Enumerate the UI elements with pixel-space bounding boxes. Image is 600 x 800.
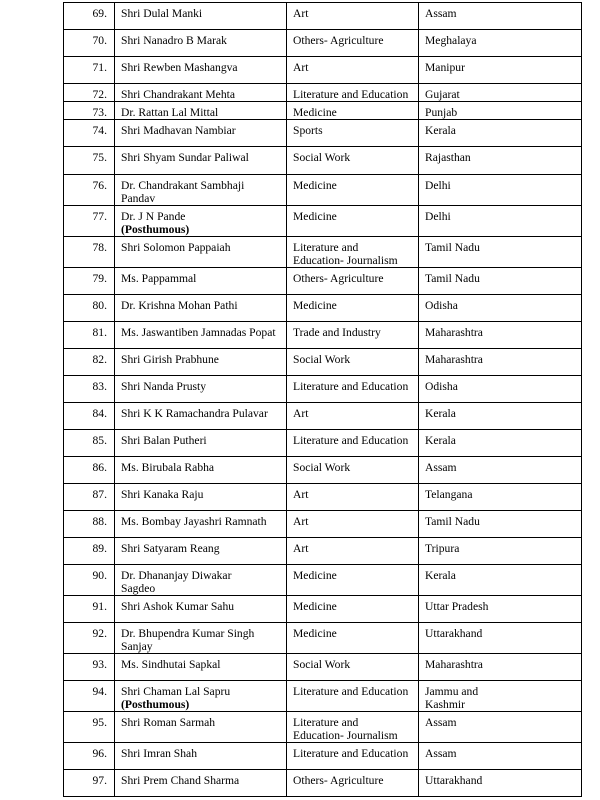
state-line: Punjab bbox=[425, 106, 458, 119]
state-cell bbox=[419, 712, 582, 743]
field-cell bbox=[287, 596, 419, 623]
awardee-name-cell bbox=[115, 206, 287, 237]
field-line: Social Work bbox=[293, 658, 351, 671]
field-cell bbox=[287, 268, 419, 295]
state-cell bbox=[419, 206, 582, 237]
table-row bbox=[64, 349, 582, 376]
awardee-name-cell bbox=[115, 511, 287, 538]
awardee-name-line: Ms. Sindhutai Sapkal bbox=[121, 658, 221, 671]
state-line: Tamil Nadu bbox=[425, 272, 480, 285]
field-cell bbox=[287, 681, 419, 712]
awardee-name-cell bbox=[115, 565, 287, 596]
state-cell bbox=[419, 295, 582, 322]
awardee-name-line: Dr. Dhananjay Diwakar bbox=[121, 569, 232, 582]
field-line: Art bbox=[293, 542, 309, 555]
awardee-name-cell bbox=[115, 681, 287, 712]
awardee-name-cell bbox=[115, 84, 287, 102]
state-cell bbox=[419, 376, 582, 403]
field-cell bbox=[287, 57, 419, 84]
serial-number-cell: 85. bbox=[64, 430, 115, 457]
awardee-name-cell bbox=[115, 484, 287, 511]
awardee-name-cell bbox=[115, 770, 287, 797]
awardee-name-cell bbox=[115, 403, 287, 430]
state-line: Uttarakhand bbox=[425, 774, 483, 787]
serial-number-cell: 78. bbox=[64, 237, 115, 268]
state-cell bbox=[419, 147, 582, 175]
awardee-name-line: Ms. Pappammal bbox=[121, 272, 197, 285]
state-line: Assam bbox=[425, 716, 457, 729]
state-line: Delhi bbox=[425, 179, 451, 192]
awardee-name-line: Shri Nanadro B Marak bbox=[121, 34, 227, 47]
field-line: Literature and bbox=[293, 241, 359, 254]
field-cell bbox=[287, 322, 419, 349]
serial-number-cell: 92. bbox=[64, 623, 115, 654]
serial-number-cell: 83. bbox=[64, 376, 115, 403]
state-cell bbox=[419, 511, 582, 538]
awardee-name-cell bbox=[115, 57, 287, 84]
awards-table-body bbox=[64, 3, 582, 797]
state-cell bbox=[419, 484, 582, 511]
state-line: Kerala bbox=[425, 124, 456, 137]
state-cell bbox=[419, 349, 582, 376]
awardee-name-line: Dr. Bhupendra Kumar Singh bbox=[121, 627, 255, 640]
table-row bbox=[64, 147, 582, 175]
field-cell bbox=[287, 376, 419, 403]
field-cell bbox=[287, 175, 419, 206]
serial-number-cell: 75. bbox=[64, 147, 115, 175]
field-cell bbox=[287, 565, 419, 596]
field-line: Social Work bbox=[293, 151, 351, 164]
serial-number-cell: 89. bbox=[64, 538, 115, 565]
awardee-name-line: Dr. Krishna Mohan Pathi bbox=[121, 299, 238, 312]
awardee-name-line: Dr. J N Pande bbox=[121, 210, 186, 223]
awardee-name-line: Ms. Jaswantiben Jamnadas Popat bbox=[121, 326, 276, 339]
state-line: Kerala bbox=[425, 407, 456, 420]
field-line: Social Work bbox=[293, 353, 351, 366]
state-line: Uttarakhand bbox=[425, 627, 483, 640]
serial-number-cell: 72. bbox=[64, 84, 115, 102]
awardee-name-cell bbox=[115, 376, 287, 403]
awardee-name-cell bbox=[115, 268, 287, 295]
awardee-name-line: Shri Balan Putheri bbox=[121, 434, 207, 447]
awardee-name-line: Dr. Rattan Lal Mittal bbox=[121, 106, 219, 119]
field-cell bbox=[287, 120, 419, 147]
field-line: Literature and Education bbox=[293, 434, 409, 447]
table-row bbox=[64, 511, 582, 538]
table-row bbox=[64, 322, 582, 349]
state-line: Meghalaya bbox=[425, 34, 477, 47]
state-line: Assam bbox=[425, 747, 457, 760]
field-line: Education- Journalism bbox=[293, 254, 398, 267]
state-line: Gujarat bbox=[425, 88, 460, 101]
awardee-name-line: Shri Madhavan Nambiar bbox=[121, 124, 236, 137]
field-line: Literature and Education bbox=[293, 380, 409, 393]
awardee-name-cell bbox=[115, 538, 287, 565]
state-line: Maharashtra bbox=[425, 353, 483, 366]
field-cell bbox=[287, 712, 419, 743]
awardee-name-cell bbox=[115, 457, 287, 484]
field-cell bbox=[287, 206, 419, 237]
awardee-name-line: Shri Dulal Manki bbox=[121, 7, 203, 20]
awardee-name-line: Ms. Birubala Rabha bbox=[121, 461, 215, 474]
table-row bbox=[64, 268, 582, 295]
state-cell bbox=[419, 175, 582, 206]
state-cell bbox=[419, 322, 582, 349]
field-line: Education- Journalism bbox=[293, 729, 398, 742]
serial-number-cell: 74. bbox=[64, 120, 115, 147]
awardee-name-cell bbox=[115, 349, 287, 376]
table-row bbox=[64, 623, 582, 654]
serial-number-cell: 91. bbox=[64, 596, 115, 623]
posthumous-label: (Posthumous) bbox=[121, 223, 190, 236]
state-cell bbox=[419, 538, 582, 565]
field-line: Medicine bbox=[293, 569, 337, 582]
field-cell bbox=[287, 430, 419, 457]
awardee-name-cell bbox=[115, 295, 287, 322]
serial-number-cell: 88. bbox=[64, 511, 115, 538]
awardee-name-cell bbox=[115, 147, 287, 175]
awardee-name-cell bbox=[115, 712, 287, 743]
awardee-name-line: Shri Girish Prabhune bbox=[121, 353, 219, 366]
awardee-name-line: Ms. Bombay Jayashri Ramnath bbox=[121, 515, 267, 528]
table-row bbox=[64, 57, 582, 84]
serial-number-cell: 95. bbox=[64, 712, 115, 743]
field-line: Medicine bbox=[293, 179, 337, 192]
field-cell bbox=[287, 295, 419, 322]
awardee-name-line: Pandav bbox=[121, 192, 156, 205]
table-row bbox=[64, 206, 582, 237]
state-line: Uttar Pradesh bbox=[425, 600, 489, 613]
state-line: Tamil Nadu bbox=[425, 515, 480, 528]
table-row bbox=[64, 403, 582, 430]
field-cell bbox=[287, 102, 419, 120]
awardee-name-cell bbox=[115, 743, 287, 770]
field-cell bbox=[287, 30, 419, 57]
posthumous-label: (Posthumous) bbox=[121, 698, 190, 711]
state-line: Delhi bbox=[425, 210, 451, 223]
awardee-name-line: Dr. Chandrakant Sambhaji bbox=[121, 179, 245, 192]
state-cell bbox=[419, 681, 582, 712]
state-line: Manipur bbox=[425, 61, 465, 74]
field-cell bbox=[287, 538, 419, 565]
table-row bbox=[64, 376, 582, 403]
field-cell bbox=[287, 511, 419, 538]
table-row bbox=[64, 538, 582, 565]
serial-number-cell: 84. bbox=[64, 403, 115, 430]
state-cell bbox=[419, 565, 582, 596]
field-cell bbox=[287, 3, 419, 30]
table-row bbox=[64, 120, 582, 147]
state-line: Tamil Nadu bbox=[425, 241, 480, 254]
state-cell bbox=[419, 743, 582, 770]
table-row bbox=[64, 3, 582, 30]
field-line: Literature and Education bbox=[293, 685, 409, 698]
serial-number-cell: 93. bbox=[64, 654, 115, 681]
field-cell bbox=[287, 654, 419, 681]
state-line: Odisha bbox=[425, 299, 458, 312]
field-cell bbox=[287, 403, 419, 430]
awardee-name-line: Sanjay bbox=[121, 640, 153, 653]
awardee-name-line: Shri Satyaram Reang bbox=[121, 542, 220, 555]
awardee-name-line: Shri Nanda Prusty bbox=[121, 380, 207, 393]
table-row bbox=[64, 743, 582, 770]
table-row bbox=[64, 681, 582, 712]
table-row bbox=[64, 30, 582, 57]
field-cell bbox=[287, 84, 419, 102]
state-line: Odisha bbox=[425, 380, 458, 393]
state-cell bbox=[419, 120, 582, 147]
field-line: Medicine bbox=[293, 600, 337, 613]
state-cell bbox=[419, 403, 582, 430]
state-cell bbox=[419, 623, 582, 654]
state-line: Kerala bbox=[425, 434, 456, 447]
awardee-name-cell bbox=[115, 120, 287, 147]
table-row bbox=[64, 430, 582, 457]
awardee-name-line: Shri Kanaka Raju bbox=[121, 488, 204, 501]
field-line: Others- Agriculture bbox=[293, 774, 384, 787]
serial-number-cell: 76. bbox=[64, 175, 115, 206]
state-cell bbox=[419, 102, 582, 120]
state-cell bbox=[419, 430, 582, 457]
field-line: Social Work bbox=[293, 461, 351, 474]
serial-number-cell: 86. bbox=[64, 457, 115, 484]
serial-number-cell: 81. bbox=[64, 322, 115, 349]
state-cell bbox=[419, 237, 582, 268]
awardee-name-cell bbox=[115, 30, 287, 57]
field-line: Medicine bbox=[293, 299, 337, 312]
awardee-name-cell bbox=[115, 102, 287, 120]
state-cell bbox=[419, 596, 582, 623]
state-line: Jammu and bbox=[425, 685, 479, 698]
table-row bbox=[64, 175, 582, 206]
state-cell bbox=[419, 30, 582, 57]
state-cell bbox=[419, 3, 582, 30]
state-line: Tripura bbox=[425, 542, 460, 555]
serial-number-cell: 87. bbox=[64, 484, 115, 511]
state-cell bbox=[419, 268, 582, 295]
field-cell bbox=[287, 623, 419, 654]
field-line: Art bbox=[293, 515, 309, 528]
field-cell bbox=[287, 484, 419, 511]
table-row bbox=[64, 102, 582, 120]
table-row bbox=[64, 237, 582, 268]
serial-number-cell: 90. bbox=[64, 565, 115, 596]
serial-number-cell: 69. bbox=[64, 3, 115, 30]
state-line: Kerala bbox=[425, 569, 456, 582]
awardee-name-cell bbox=[115, 654, 287, 681]
field-line: Art bbox=[293, 7, 309, 20]
state-line: Kashmir bbox=[425, 698, 465, 711]
table-row bbox=[64, 457, 582, 484]
table-row bbox=[64, 712, 582, 743]
field-line: Medicine bbox=[293, 210, 337, 223]
field-cell bbox=[287, 770, 419, 797]
serial-number-cell: 97. bbox=[64, 770, 115, 797]
state-cell bbox=[419, 84, 582, 102]
awardee-name-cell bbox=[115, 3, 287, 30]
awards-table bbox=[63, 2, 582, 797]
field-cell bbox=[287, 147, 419, 175]
serial-number-cell: 70. bbox=[64, 30, 115, 57]
field-line: Art bbox=[293, 407, 309, 420]
field-line: Literature and Education bbox=[293, 747, 409, 760]
field-line: Medicine bbox=[293, 106, 337, 119]
state-cell bbox=[419, 57, 582, 84]
awardee-name-line: Sagdeo bbox=[121, 582, 156, 595]
field-line: Trade and Industry bbox=[293, 326, 381, 339]
state-cell bbox=[419, 654, 582, 681]
state-cell bbox=[419, 457, 582, 484]
serial-number-cell: 82. bbox=[64, 349, 115, 376]
state-line: Maharashtra bbox=[425, 326, 483, 339]
state-line: Telangana bbox=[425, 488, 473, 501]
awardee-name-cell bbox=[115, 430, 287, 457]
serial-number-cell: 94. bbox=[64, 681, 115, 712]
field-line: Literature and Education bbox=[293, 88, 409, 101]
serial-number-cell: 73. bbox=[64, 102, 115, 120]
field-cell bbox=[287, 457, 419, 484]
awardee-name-line: Shri Chaman Lal Sapru bbox=[121, 685, 231, 698]
serial-number-cell: 71. bbox=[64, 57, 115, 84]
field-line: Sports bbox=[293, 124, 323, 137]
awardee-name-cell bbox=[115, 175, 287, 206]
awardee-name-line: Shri Imran Shah bbox=[121, 747, 197, 760]
field-cell bbox=[287, 237, 419, 268]
table-row bbox=[64, 654, 582, 681]
table-row bbox=[64, 565, 582, 596]
field-cell bbox=[287, 743, 419, 770]
awardee-name-line: Shri Chandrakant Mehta bbox=[121, 88, 235, 101]
field-line: Literature and bbox=[293, 716, 359, 729]
field-line: Medicine bbox=[293, 627, 337, 640]
table-row bbox=[64, 484, 582, 511]
awardee-name-line: Shri K K Ramachandra Pulavar bbox=[121, 407, 268, 420]
state-line: Assam bbox=[425, 7, 457, 20]
state-line: Assam bbox=[425, 461, 457, 474]
state-line: Rajasthan bbox=[425, 151, 471, 164]
table-row bbox=[64, 770, 582, 797]
field-cell bbox=[287, 349, 419, 376]
field-line: Others- Agriculture bbox=[293, 34, 384, 47]
field-line: Art bbox=[293, 61, 309, 74]
awardee-name-cell bbox=[115, 596, 287, 623]
awardee-name-line: Shri Rewben Mashangva bbox=[121, 61, 238, 74]
field-line: Art bbox=[293, 488, 309, 501]
serial-number-cell: 79. bbox=[64, 268, 115, 295]
awardee-name-cell bbox=[115, 623, 287, 654]
table-row bbox=[64, 295, 582, 322]
serial-number-cell: 80. bbox=[64, 295, 115, 322]
awardee-name-line: Shri Prem Chand Sharma bbox=[121, 774, 240, 787]
table-row bbox=[64, 84, 582, 102]
awardee-name-line: Shri Ashok Kumar Sahu bbox=[121, 600, 235, 613]
awardee-name-cell bbox=[115, 237, 287, 268]
awardee-name-line: Shri Shyam Sundar Paliwal bbox=[121, 151, 249, 164]
field-line: Others- Agriculture bbox=[293, 272, 384, 285]
serial-number-cell: 96. bbox=[64, 743, 115, 770]
table-row bbox=[64, 596, 582, 623]
serial-number-cell: 77. bbox=[64, 206, 115, 237]
state-cell bbox=[419, 770, 582, 797]
state-line: Maharashtra bbox=[425, 658, 483, 671]
awardee-name-line: Shri Solomon Pappaiah bbox=[121, 241, 231, 254]
awardee-name-cell bbox=[115, 322, 287, 349]
awardee-name-line: Shri Roman Sarmah bbox=[121, 716, 216, 729]
